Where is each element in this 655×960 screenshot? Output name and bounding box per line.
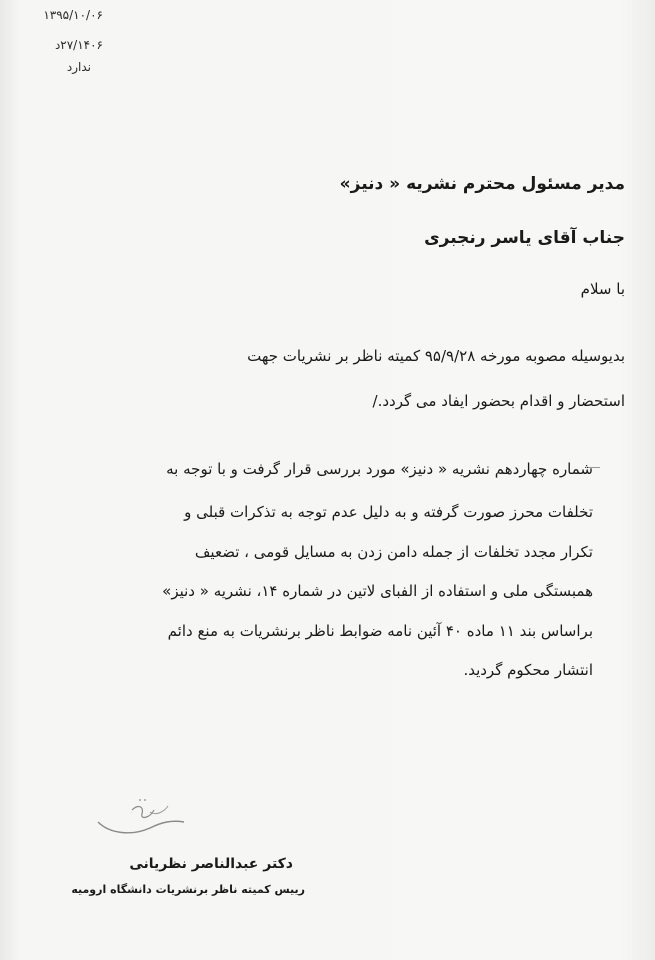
paragraph2-line: انتشار محکوم گردید. [463, 661, 593, 679]
recipient-line: جناب آقای یاسر رنجبری [424, 228, 625, 248]
paragraph2-line: براساس بند ۱۱ ماده ۴۰ آئین نامه ضوابط ناظر برنشریات به منع دائم [167, 622, 593, 640]
signer-title: رییس کمیته ناظر برنشریات دانشگاه ارومیه [71, 883, 305, 896]
paragraph1-line: بدیوسیله مصوبه مورخه ۹۵/۹/۲۸ کمیته ناظر بر نشریات جهت [247, 347, 625, 365]
paragraph2-line: همبستگی ملی و استفاده از الفبای لاتین در شماره ۱۴، نشریه « دنیز» [162, 582, 593, 600]
letter-number: ۲۷/۱۴۰۶د [54, 38, 103, 52]
letter-date: ۱۳۹۵/۱۰/۰۶ [43, 8, 103, 22]
paragraph2-line: تخلفات محرز صورت گرفته و به دلیل عدم توجه به تذکرات قبلی و [184, 503, 593, 521]
paragraph1-line: استحضار و اقدام بحضور ایفاد می گردد./ [372, 392, 625, 410]
letter-attachment: ندارد [66, 60, 91, 74]
paragraph2-line: تکرار مجدد تخلفات از جمله دامن زدن به مسایل قومی ، تضعیف [194, 543, 593, 561]
signer-name: دکتر عبدالناصر نظریانی [129, 856, 293, 872]
greeting-line: با سلام [580, 280, 625, 298]
addressee-line: مدیر مسئول محترم نشریه « دنیز» [339, 174, 625, 194]
paragraph2-line: شماره چهاردهم نشریه « دنیز» مورد بررسی قرار گرفت و با توجه به [166, 460, 593, 478]
handwritten-signature [92, 792, 192, 842]
